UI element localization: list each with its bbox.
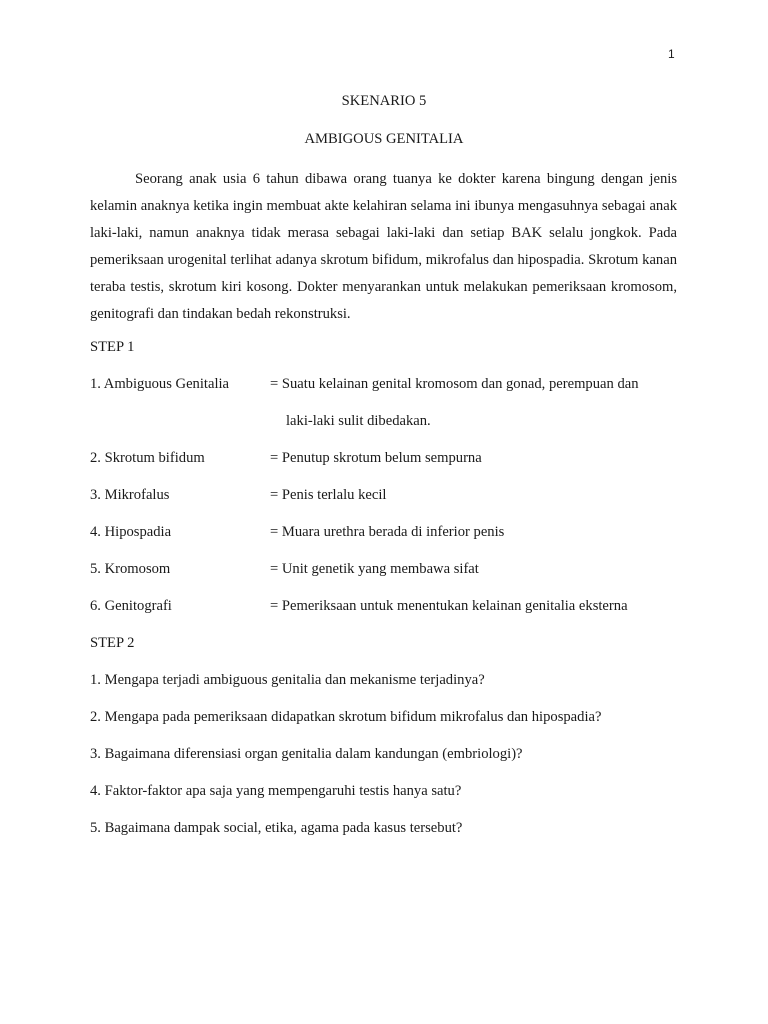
- term-definition-continuation: laki-laki sulit dibedakan.: [286, 413, 431, 429]
- question-item: 2. Mengapa pada pemeriksaan didapatkan skrotum bifidum mikrofalus dan hipospadia?: [90, 709, 602, 725]
- term-definition: = Penis terlalu kecil: [270, 487, 387, 503]
- scenario-paragraph: Seorang anak usia 6 tahun dibawa orang tuanya ke dokter karena bingung dengan jenis kelamin anaknya ketika ingin membuat akte kelahiran selama ini ibunya mengasuhnya sebagai anak laki-laki, namun anaknya tidak merasa sebagai laki-laki dan setiap BAK selalu jongkok. Pada pemeriksaan urogenital terlihat adanya skrotum bifidum, mikrofalus dan hipospadia. Skrotum kanan teraba testis, skrotum kiri kosong. Dokter menyarankan untuk melakukan pemeriksaan kromosom, genitografi dan tindakan bedah rekonstruksi.: [90, 171, 677, 322]
- document-subtitle: AMBIGOUS GENITALIA: [304, 131, 464, 147]
- question-item: 5. Bagaimana dampak social, etika, agama pada kasus tersebut?: [90, 820, 463, 836]
- question-item: 3. Bagaimana diferensiasi organ genitalia dalam kandungan (embriologi)?: [90, 746, 523, 762]
- term-definition: = Muara urethra berada di inferior penis: [270, 524, 505, 540]
- term-label: 6. Genitografi: [90, 598, 172, 614]
- term-definition: = Pemeriksaan untuk menentukan kelainan genitalia eksterna: [270, 598, 628, 614]
- term-definition: = Penutup skrotum belum sempurna: [270, 450, 482, 466]
- document-title: SKENARIO 5: [341, 93, 427, 109]
- question-item: 1. Mengapa terjadi ambiguous genitalia dan mekanisme terjadinya?: [90, 672, 485, 688]
- step1-heading: STEP 1: [90, 339, 135, 355]
- term-label: 1. Ambiguous Genitalia: [90, 376, 230, 392]
- step2-heading: STEP 2: [90, 635, 135, 651]
- question-item: 4. Faktor-faktor apa saja yang mempengaruhi testis hanya satu?: [90, 783, 462, 799]
- term-definition: = Unit genetik yang membawa sifat: [270, 561, 479, 577]
- term-definition: = Suatu kelainan genital kromosom dan gonad, perempuan dan: [270, 376, 639, 392]
- term-label: 3. Mikrofalus: [90, 487, 170, 503]
- term-label: 4. Hipospadia: [90, 524, 172, 540]
- page-number: 1: [668, 47, 675, 61]
- term-label: 5. Kromosom: [90, 561, 171, 577]
- term-label: 2. Skrotum bifidum: [90, 450, 205, 466]
